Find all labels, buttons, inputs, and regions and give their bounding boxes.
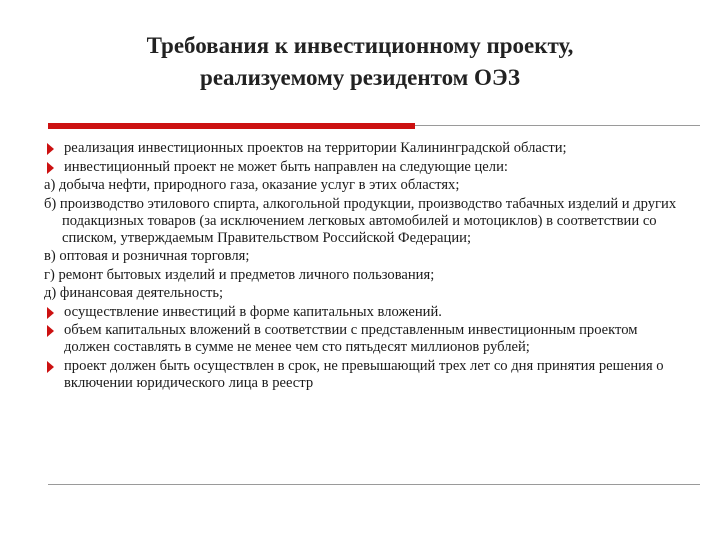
sub-list-item	[44, 248, 684, 265]
sub-list-item-text: в) оптовая и розничная торговля;	[44, 248, 250, 264]
red-triangle-bullet-icon	[47, 162, 54, 174]
list-item	[44, 159, 684, 176]
sub-list-item	[44, 285, 684, 302]
list-item	[44, 358, 684, 392]
sub-list-item	[44, 267, 684, 284]
list-item-text: инвестиционный проект не может быть направлен на следующие цели:	[64, 158, 508, 175]
sub-list-item-text: а) добыча нефти, природного газа, оказание услуг в этих областях;	[44, 177, 460, 193]
slide-title-line-2: реализуемому резидентом ОЭЗ	[200, 65, 520, 90]
sub-list-item	[44, 177, 684, 194]
sub-list-item-text: б) производство этилового спирта, алкогольной продукции, производство табачных изделий и других подакцизных товаров (за исключением легковых автомобилей и мотоциклов) в соответствии со списком, утверждаемым Правительством Российской Федерации;	[44, 195, 677, 246]
sub-list-item	[44, 196, 684, 247]
list-item	[44, 322, 684, 356]
slide-body	[44, 140, 684, 393]
sub-list-item-text: г) ремонт бытовых изделий и предметов личного пользования;	[44, 266, 435, 283]
list-item-text: объем капитальных вложений в соответствии с представленным инвестиционным проектом должен составлять в сумме не менее чем сто пятьдесят миллионов рублей;	[64, 322, 638, 355]
red-triangle-bullet-icon	[47, 143, 54, 155]
slide-title-line-1: Требования к инвестиционному проекту,	[146, 33, 574, 58]
red-triangle-bullet-icon	[47, 361, 54, 373]
list-item	[44, 304, 684, 321]
list-item-text: осуществление инвестиций в форме капитальных вложений.	[64, 303, 442, 320]
footer-divider-rule	[48, 484, 700, 485]
list-item-text: реализация инвестиционных проектов на территории Калининградской области;	[64, 140, 567, 156]
red-triangle-bullet-icon	[47, 307, 54, 319]
slide-title	[0, 30, 720, 94]
red-triangle-bullet-icon	[47, 325, 54, 337]
title-accent-bar	[48, 123, 415, 129]
list-item-text: проект должен быть осуществлен в срок, не превышающий трех лет со дня принятия решения о включении юридического лица в реестр	[64, 357, 664, 391]
sub-list-item-text: д) финансовая деятельность;	[44, 285, 224, 301]
list-item	[44, 140, 684, 157]
